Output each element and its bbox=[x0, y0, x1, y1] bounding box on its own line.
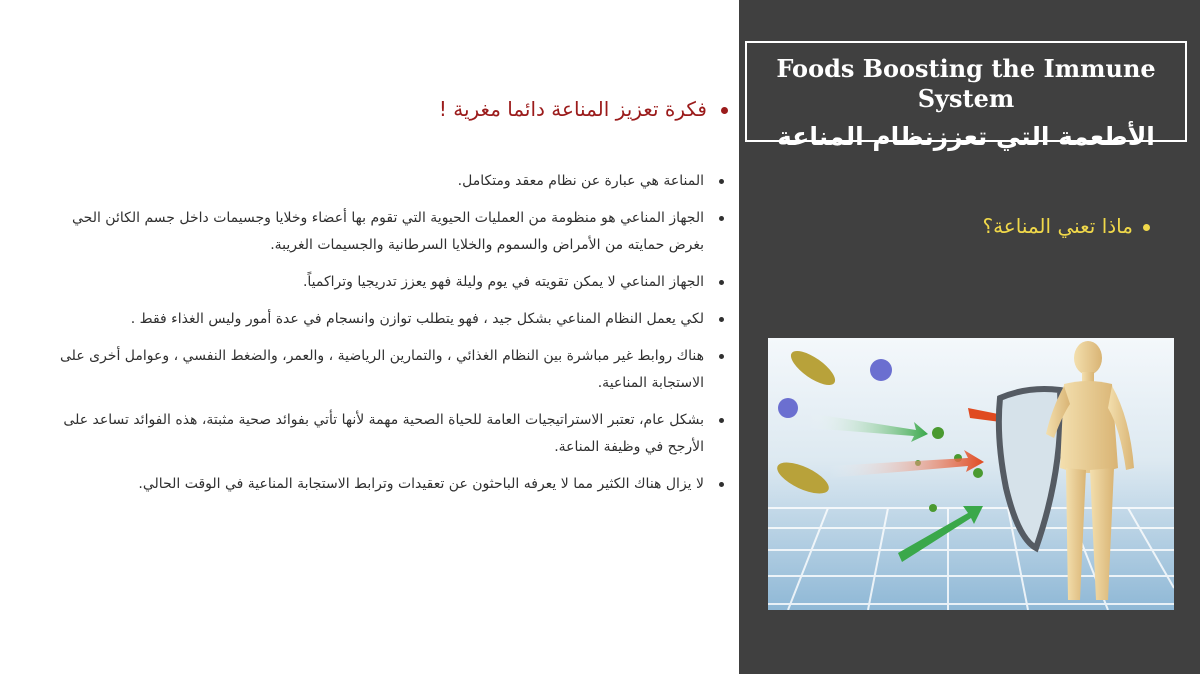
bullet-item bbox=[40, 306, 728, 333]
bullet-text: لا يزال هناك الكثير مما لا يعرفه الباحثون عن تعقيدات وترابط الاستجابة المناعية في الوقت الحالي. bbox=[138, 476, 704, 492]
bullet-item bbox=[40, 205, 728, 259]
side-question-text: ماذا تعني المناعة؟ bbox=[982, 214, 1133, 238]
bullet-text: هناك روابط غير مباشرة بين النظام الغذائي ، والتمارين الرياضية ، والعمر، والضغط النفسي ، وعوامل أخرى على الاستجابة المناعية. bbox=[60, 348, 704, 391]
bullet-text: بشكل عام، تعتبر الاستراتيجيات العامة للحياة الصحية مهمة لأنها تأتي بفوائد صحية مثبتة، هذه الفوائد تساعد على الأرجح في وظيفة المناعة. bbox=[63, 412, 704, 455]
bullet-item bbox=[40, 168, 728, 195]
title-arabic: الأطعمة التي تعززنظام المناعة bbox=[777, 122, 1155, 151]
bullet-dot-icon bbox=[719, 317, 724, 322]
side-question bbox=[900, 211, 1150, 241]
bullet-list bbox=[40, 168, 728, 498]
headline-text: فكرة تعزيز المناعة دائما مغرية ! bbox=[438, 97, 707, 121]
bullet-dot-icon bbox=[719, 418, 724, 423]
bullet-dot-icon bbox=[719, 216, 724, 221]
immune-shield-illustration bbox=[768, 338, 1174, 610]
bullet-item bbox=[40, 407, 728, 461]
bullet-dot-icon bbox=[719, 280, 724, 285]
bullet-dot-icon bbox=[719, 179, 724, 184]
bullet-dot-icon bbox=[721, 107, 728, 114]
bullet-item bbox=[40, 471, 728, 498]
bullet-item bbox=[40, 343, 728, 397]
title-english: Foods Boosting the Immune System bbox=[776, 54, 1156, 113]
bullet-dot-icon bbox=[719, 482, 724, 487]
bullet-item bbox=[40, 269, 728, 296]
bullet-text: الجهاز المناعي لا يمكن تقويته في يوم وليلة فهو يعزز تدريجيا وتراكمياً. bbox=[302, 274, 704, 290]
bullet-text: المناعة هي عبارة عن نظام معقد ومتكامل. bbox=[457, 173, 704, 189]
title-box bbox=[745, 41, 1187, 151]
bullet-dot-icon bbox=[719, 354, 724, 359]
bullet-text: الجهاز المناعي هو منظومة من العمليات الحيوية التي تقوم بها أعضاء وخلايا وجسيمات داخل جسم الكائن الحي بغرض حمايته من الأمراض والسموم والخلايا السرطانية والجسيمات الغريبة. bbox=[72, 210, 704, 253]
bullet-dot-icon bbox=[1143, 224, 1150, 231]
headline bbox=[380, 92, 728, 126]
bullet-text: لكي يعمل النظام المناعي بشكل جيد ، فهو يتطلب توازن وانسجام في عدة أمور وليس الغذاء فقط . bbox=[130, 311, 704, 327]
